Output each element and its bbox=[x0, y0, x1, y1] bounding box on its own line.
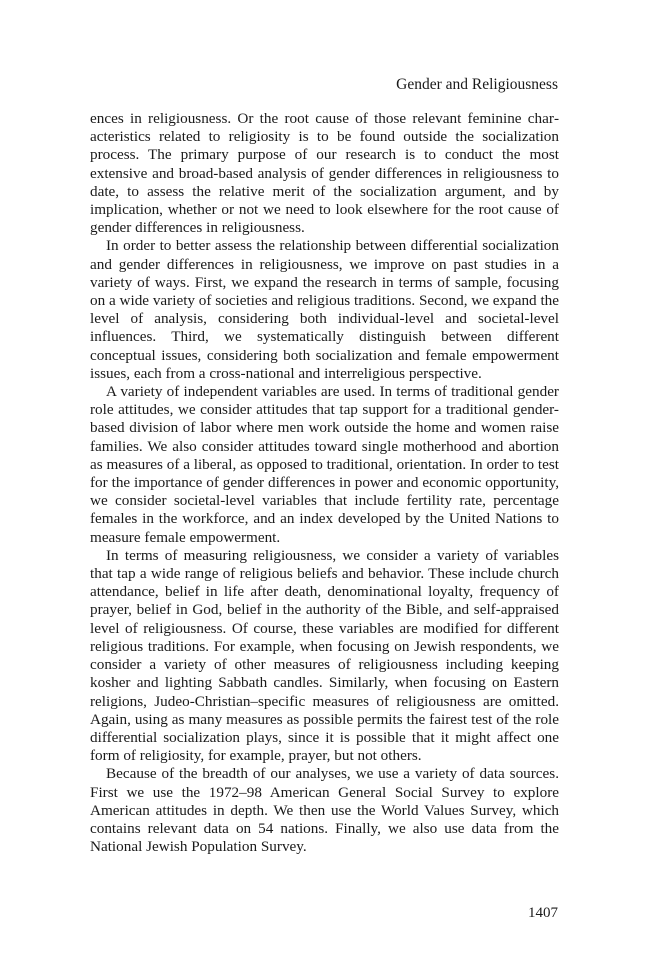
page-number: 1407 bbox=[528, 905, 558, 921]
body-text bbox=[90, 110, 559, 856]
paragraph-continued: ences in religiousness. Or the root cause of those relevant feminine characteristics related to religiosity is to be found outside the socialization process. The primary purpose of our research is to conduct the most extensive and broad-based analysis of gender differences in religiousness to date, to assess the relative merit of the socialization argument, and by implication, whether or not we need to look elsewhere for the root cause of gender differences in religiousness. bbox=[90, 110, 559, 237]
paragraph: In order to better assess the relationship between differential socialization and gender differences in religiousness, we improve on past studies in a variety of ways. First, we expand the research in terms of sample, focusing on a wide variety of societies and religious traditions. Second, we expand the level of analysis, considering both individual-level and societal-level influences. Third, we systematically distinguish between different conceptual issues, considering both socialization and female empowerment issues, each from a cross-national and interreligious perspective. bbox=[90, 237, 559, 382]
paragraph: Because of the breadth of our analyses, we use a variety of data sources. First we use the 1972–98 American General Social Survey to explore American attitudes in depth. We then use the World Values Survey, which contains relevant data on 54 nations. Finally, we also use data from the National Jewish Population Survey. bbox=[90, 765, 559, 856]
paragraph: In terms of measuring religiousness, we consider a variety of variables that tap a wide range of religious beliefs and behavior. These include church attendance, belief in life after death, denominational loyalty, frequency of prayer, belief in God, belief in the authority of the Bible, and self-appraised level of religiousness. Of course, these variables are modified for different religious traditions. For example, when focusing on Jewish respondents, we consider a variety of other measures of religiousness including keeping kosher and lighting Sabbath candles. Similarly, when focusing on Eastern religions, Judeo-Christian–specific measures of religiousness are omitted. Again, using as many measures as possible permits the fairest test of the role differential socialization plays, since it is possible that it might affect one form of religiosity, for example, prayer, but not others. bbox=[90, 546, 559, 765]
running-head: Gender and Religiousness bbox=[396, 76, 558, 93]
paragraph: A variety of independent variables are used. In terms of traditional gender role attitudes, we consider attitudes that tap support for a traditional gender-based division of labor where men work outside the home and women raise families. We also consider attitudes toward single motherhood and abortion as measures of a liberal, as opposed to traditional, orientation. In order to test for the importance of gender differences in power and economic opportunity, we consider societal-level variables that include fertility rate, percentage females in the workforce, and an index developed by the United Nations to measure female empowerment. bbox=[90, 383, 559, 546]
